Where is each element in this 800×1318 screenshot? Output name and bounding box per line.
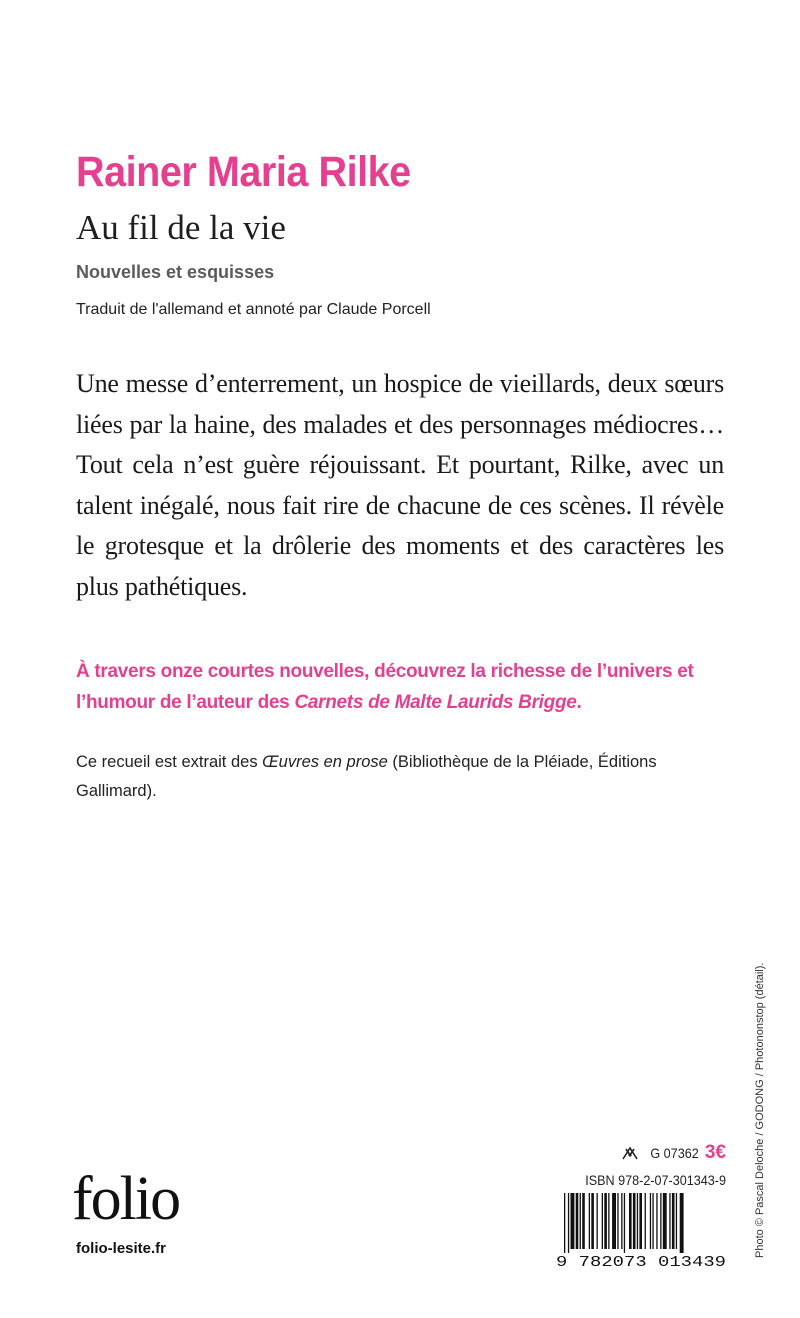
barcode-bar	[608, 1193, 609, 1249]
book-title: Au fil de la vie	[76, 208, 286, 247]
note-italic-title: Œuvres en prose	[262, 753, 388, 771]
barcode-bar	[617, 1193, 618, 1249]
barcode-bar	[564, 1193, 565, 1253]
barcode-bar	[639, 1193, 642, 1249]
barcode-bar	[633, 1193, 636, 1249]
barcode-bar	[621, 1193, 622, 1249]
barcode-bar	[629, 1193, 632, 1249]
photo-credit: Photo © Pascal Deloche / GODONG / Photononstop (détail).	[754, 962, 766, 1258]
category-emblem-icon	[621, 1145, 639, 1161]
barcode-bar	[637, 1193, 638, 1249]
source-note	[76, 748, 736, 806]
barcode-bar	[656, 1193, 657, 1249]
blurb-text: Une messe d’enterrement, un hospice de vieillards, deux sœurs liées par la haine, des malades et des personnages médiocres… Tout cela n’est guère réjouissant. Et pourtant, Rilke, avec un talent inégalé, nous fait rire de chacune de ces scènes. Il révèle le grotesque et la drôlerie des moments et des caractères les plus pathétiques.	[76, 369, 724, 601]
barcode-bar	[650, 1193, 651, 1249]
highlight-italic-title: Carnets de Malte Laurids Brigge	[294, 692, 577, 713]
barcode-bar	[576, 1193, 579, 1249]
barcode-bar	[645, 1193, 646, 1249]
barcode-bar	[571, 1193, 575, 1249]
barcode-bar	[669, 1193, 670, 1249]
barcode-bar	[591, 1193, 594, 1249]
barcode-bar	[582, 1193, 585, 1249]
barcode-bar	[602, 1193, 603, 1249]
barcode-bar	[676, 1193, 677, 1249]
barcode	[552, 1193, 730, 1269]
highlight-suffix: .	[576, 692, 582, 713]
barcode-bar	[580, 1193, 581, 1249]
author-name: Rainer Maria Rilke	[76, 148, 411, 196]
barcode-bar	[624, 1193, 625, 1253]
note-suffix: (Bibliothèque de la Pléiade, Éditions Gallimard).	[76, 753, 657, 800]
barcode-bar	[604, 1193, 607, 1249]
barcode-bar	[589, 1193, 590, 1249]
barcode-bar	[652, 1193, 653, 1249]
barcode-bar	[680, 1193, 684, 1253]
note-prefix: Ce recueil est extrait des	[76, 753, 263, 771]
highlight-text	[76, 656, 732, 718]
price-row	[586, 1140, 726, 1166]
barcode-digits: 9 782073 013439	[556, 1254, 726, 1269]
price: 3€	[704, 1142, 726, 1163]
book-subtitle: Nouvelles et esquisses	[76, 262, 275, 282]
barcode-bar	[568, 1193, 569, 1253]
translator-credit: Traduit de l'allemand et annoté par Claude Porcell	[76, 301, 431, 318]
barcode-bar	[663, 1193, 667, 1249]
barcode-bar	[672, 1193, 675, 1249]
barcode-bar	[612, 1193, 616, 1249]
folio-logo: folio	[72, 1165, 180, 1233]
barcode-bar	[597, 1193, 598, 1249]
publisher-website: folio-lesite.fr	[76, 1240, 167, 1257]
highlight-prefix: À travers onze courtes nouvelles, découvrez la richesse de l’univers et l’humour de l’auteur des	[76, 661, 694, 713]
isbn: ISBN 978-2-07-301343-9	[585, 1172, 726, 1188]
barcode-bar	[660, 1193, 661, 1249]
catalog-code: G 07362	[650, 1145, 699, 1161]
